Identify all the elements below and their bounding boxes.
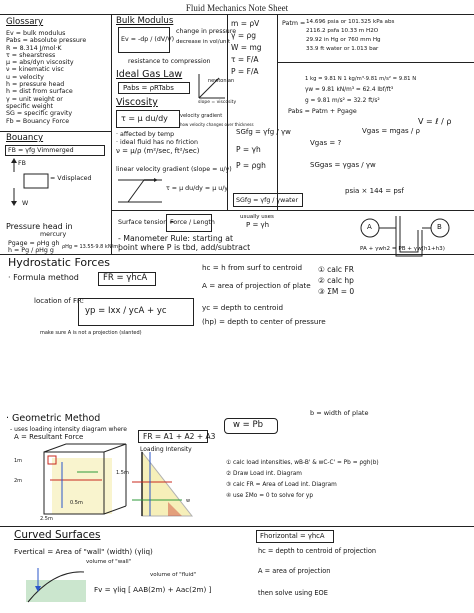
- curved-solve: then solve using EOE: [258, 589, 328, 597]
- dim-label: w: [186, 498, 191, 504]
- surface-tension-label: Surface tension =: [118, 219, 175, 226]
- unit-formula: P = γh: [246, 221, 270, 229]
- manometer-rules: [118, 234, 250, 252]
- viscosity-formula-box: [116, 110, 180, 128]
- hydro-step: ③ ΣM = 0: [318, 287, 355, 296]
- curved-fhoriz: Fhorizontal = γhcA: [260, 532, 325, 540]
- dim-label: 1m: [14, 458, 23, 464]
- bulk-heading: Bulk Modulus: [116, 16, 174, 26]
- geometric-resultant: A = Resultant Force: [14, 433, 84, 441]
- geometric-step: ③ calc FR = Area of Load int. Diagram: [226, 482, 337, 488]
- w-formula-box: [224, 418, 278, 434]
- curved-vol: volume of "wall": [86, 559, 132, 565]
- glossary-line: Fb = Bouancy Force: [6, 117, 70, 125]
- glossary-line: Pabs = absolute pressure: [6, 37, 87, 45]
- graph-label: slope = viscosity: [198, 100, 237, 105]
- sg-block-left: [236, 122, 291, 174]
- glossary-line: τ = shearstress: [6, 51, 56, 59]
- sg-water-box: [233, 193, 303, 207]
- bulk-note: decrease in vol/unit: [176, 39, 231, 45]
- yp-formula-box: [78, 298, 194, 326]
- bulk-formula-box: [118, 27, 175, 53]
- vgas-eq: Vgas = mgas / ρ: [362, 127, 420, 135]
- vgas-label: Vgas = ?: [310, 139, 342, 147]
- ideal-gas-formula: Pabs = ρRTabs: [123, 84, 174, 92]
- buoyancy-fb-label: FB: [18, 160, 26, 167]
- pressure-head-title: Pressure head in: [6, 222, 73, 231]
- geometric-step: ② Draw Load int. Diagram: [226, 471, 302, 477]
- fhoriz-box: [256, 530, 334, 543]
- geometric-heading: · Geometric Method: [6, 413, 101, 424]
- glossary-line: h = dist from surface: [6, 88, 73, 96]
- geometric-sub: - uses loading intensity diagram where: [10, 426, 127, 433]
- surface-tension-formula: Force / Length: [170, 219, 215, 226]
- dim-label: 2.5m: [40, 516, 53, 522]
- buoyancy-formula-box: [5, 145, 105, 156]
- viscosity-line: · ideal fluid has no friction: [116, 139, 198, 146]
- manometer-line: point where P is tbd, add/subtract: [118, 243, 251, 252]
- dim-label: 2m: [14, 478, 23, 484]
- curved-hc: hc = depth to centroid of projection: [258, 547, 377, 555]
- sg-water: SGfg = γfg / γwater: [236, 197, 299, 204]
- divider-conv: [277, 62, 474, 63]
- relation-line: W = mg: [231, 43, 262, 52]
- pressure-head-sub: mercury: [40, 231, 67, 238]
- v-eq: V = ℓ / ρ: [418, 117, 452, 126]
- geometric-step: ④ use ΣMo = 0 to solve for yp: [226, 493, 314, 499]
- fr-formula: FR = γhcA: [103, 273, 148, 283]
- formula-method-label: · Formula method: [8, 273, 79, 282]
- viscosity-note: how velocity changes over thickness: [180, 122, 254, 127]
- divider-mid: [111, 210, 474, 211]
- viscosity-formula: τ = μ du/dy: [121, 114, 168, 123]
- sggas-eq: SGgas = γgas / γw: [310, 161, 376, 169]
- buoyancy-formula: FB = γfg Vimmerged: [8, 147, 74, 154]
- bulk-note: resistance to compression: [128, 58, 211, 65]
- glossary-list: [6, 30, 86, 125]
- velocity-gradient-diagram: [116, 176, 166, 208]
- relation-line: P = F/A: [231, 67, 259, 76]
- dim-label: 1.5m: [116, 470, 129, 476]
- graph-label: newtonian: [208, 78, 235, 84]
- sg-line: SGfg = γfg / γw: [236, 128, 291, 136]
- curved-heading: Curved Surfaces: [14, 529, 101, 541]
- hp-def: (hp) = depth to center of pressure: [202, 317, 326, 326]
- loading-intensity-label: Loading Intensity: [140, 446, 192, 453]
- viscosity-linear-eq: τ = μ du/dy = μ u/y: [166, 185, 229, 192]
- viscosity-heading: Viscosity: [116, 97, 158, 108]
- patm-line: 14.696 psia or 101.325 kPa abs: [306, 19, 395, 25]
- a-def: A = area of projection of plate: [202, 281, 311, 290]
- pabs-line: Pabs = Patm + Pgage: [288, 108, 357, 115]
- curved-fvert: Fvertical = Area of "wall" (width) (γliq): [14, 547, 153, 556]
- glossary-heading: Glossary: [6, 17, 44, 27]
- page-title: Fluid Mechanics Note Sheet: [185, 3, 289, 13]
- manometer-label-a: A: [367, 223, 372, 231]
- glossary-line: SG = specific gravity: [6, 110, 73, 118]
- buoyancy-heading: Bouancy: [6, 133, 44, 143]
- ideal-gas-formula-box: [118, 82, 190, 94]
- patm-label: Patm =: [282, 20, 306, 27]
- yp-formula: yp = Ixx / ycA + yc: [85, 306, 167, 316]
- manometer-label-b: B: [437, 223, 442, 231]
- viscosity-line: · affected by temp: [116, 131, 175, 138]
- curved-a: A = area of projection: [258, 567, 331, 575]
- b-width-label: b = width of plate: [310, 409, 369, 417]
- hydro-step: ① calc FR: [318, 265, 354, 274]
- patm-line: 2116.2 psfa 10.33 m H2O: [306, 28, 379, 34]
- viscosity-linear: linear velocity gradient (slope = u/y): [116, 166, 232, 173]
- glossary-line: γ = unit weight or: [6, 95, 63, 103]
- glossary-line: Ev = bulk modulus: [6, 30, 66, 37]
- hydro-step: ② calc hp: [318, 276, 354, 285]
- viscosity-line: ν = μ/ρ (m²/sec, ft²/sec): [116, 147, 200, 155]
- psi-conv: psia × 144 = psf: [345, 187, 404, 195]
- manometer-equation: PA + γwh2 = PB + γw(h1+h3): [360, 246, 445, 252]
- unit-note: usually uses: [240, 214, 274, 220]
- relation-line: m = ρV: [231, 19, 260, 28]
- fr-sum: FR = A1 + A2 + A3: [143, 432, 216, 441]
- sg-line: P = γh: [236, 145, 261, 154]
- sg-line: P = ρgh: [236, 161, 266, 170]
- weights-list: [305, 74, 416, 107]
- glossary-line: R = 8.314 J/mol·K: [6, 44, 62, 52]
- make-sure-note: make sure A is not a projection (slanted): [40, 330, 142, 336]
- curved-fv2: Fv = γliq [ AAB(2m) + Aac(2m) ]: [94, 585, 212, 594]
- glossary-line: specific weight: [6, 102, 54, 110]
- location-label: location of FR:: [34, 297, 85, 305]
- divider-col3: [277, 14, 278, 210]
- patm-line: 33.9 ft water or 1.013 bar: [306, 46, 379, 52]
- curved-diagram: [24, 566, 90, 606]
- newtonian-graph: [195, 72, 227, 102]
- surface-tension-box: [166, 214, 215, 232]
- patm-list: [306, 18, 394, 54]
- ideal-gas-heading: Ideal Gas Law: [116, 69, 183, 80]
- hydrostatic-heading: Hydrostatic Forces: [8, 256, 110, 269]
- pressure-head-heading: [6, 222, 73, 231]
- glossary-line: h = pressure head: [6, 81, 65, 89]
- divider-buoyancy: [0, 131, 111, 132]
- viscosity-note: velocity gradient: [180, 113, 223, 119]
- manometer-diagram: [356, 212, 468, 264]
- relations-list: [231, 18, 262, 78]
- curved-vol2: volume of "fluid": [150, 572, 197, 578]
- glossary-line: u = velocity: [6, 73, 44, 81]
- geometric-diagram: [22, 442, 222, 526]
- weights-line: g = 9.81 m/s² = 32.2 ft/s²: [305, 98, 380, 104]
- pressure-head-side: ρHg = 13.55·9.8 kN/m³: [62, 244, 121, 250]
- pressure-head-line: Pgage = ρHg gh: [8, 240, 60, 247]
- weights-line: 1 kg = 9.81 N 1 kg/m³·9.81 m/s² = 9.81 N: [305, 76, 417, 82]
- w-formula: w = Pb: [233, 420, 263, 430]
- manometer-line: - Manometer Rule: starting at: [118, 234, 234, 243]
- divider-top-row: [0, 14, 474, 15]
- geometric-steps: [226, 458, 379, 502]
- divider-col1: [111, 14, 112, 254]
- buoyancy-vd-label: = Vdisplaced: [50, 175, 92, 182]
- geometric-step: ① calc load intensities, wB-B' & wC-C' = Pb = ρgh(b): [226, 460, 379, 466]
- fr-formula-box: [98, 272, 156, 286]
- bulk-note: change in pressure: [176, 28, 237, 35]
- divider-curved: [0, 526, 474, 527]
- glossary-line: μ = abs/dyn viscosity: [6, 59, 74, 67]
- yc-def: yc = depth to centroid: [202, 303, 284, 312]
- patm-line: 29.92 in Hg or 760 mm Hg: [306, 37, 381, 43]
- dim-label: 0.5m: [70, 500, 83, 506]
- relation-line: γ = ρg: [231, 31, 257, 40]
- pressure-head-line: h = Pg / ρHg g: [8, 247, 54, 254]
- glossary-line: ν = kinematic visc: [6, 66, 64, 74]
- buoyancy-w-label: W: [22, 200, 29, 207]
- relation-line: τ = F/A: [231, 55, 259, 64]
- bulk-formula: Ev = -dp / (dV/V): [121, 36, 175, 43]
- weights-line: γw = 9.81 kN/m³ = 62.4 lbf/ft³: [305, 87, 394, 93]
- hc-def: hc = h from surf to centroid: [202, 263, 303, 272]
- hydro-steps: [318, 264, 354, 297]
